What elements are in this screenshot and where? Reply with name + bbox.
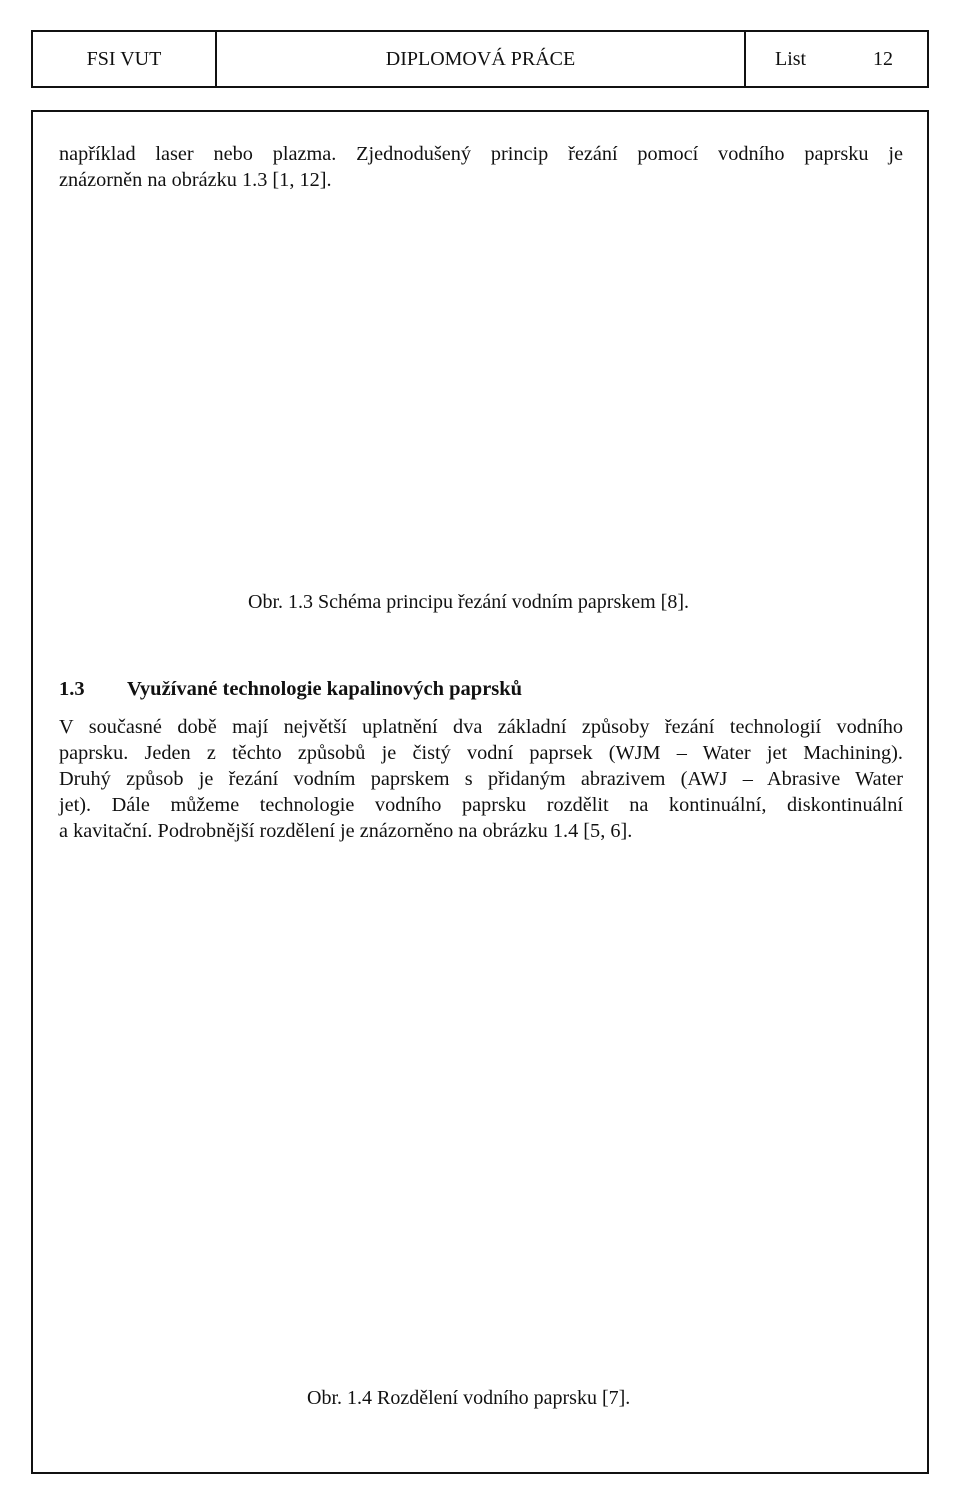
figure-1-area	[60, 205, 900, 580]
header-page-cell	[746, 32, 927, 86]
intro-paragraph	[59, 141, 903, 193]
section-heading	[59, 676, 522, 702]
header-list-label: List	[775, 47, 807, 70]
body-paragraph	[59, 714, 903, 844]
figure-1-caption: Obr. 1.3 Schéma principu řezání vodním paprskem [8].	[248, 591, 689, 613]
body-line: jet). Dále můžeme technologie vodního paprsku rozdělit na kontinuální, diskontinuální	[59, 794, 903, 816]
body-line: V současné době mají největší uplatnění dva základní způsoby řezání technologií vodního	[59, 716, 903, 738]
header-title: DIPLOMOVÁ PRÁCE	[217, 32, 746, 86]
page-header	[31, 30, 929, 88]
figure-2-area	[60, 860, 900, 1375]
header-institution: FSI VUT	[33, 32, 217, 86]
body-line: Druhý způsob je řezání vodním paprskem s přidaným abrazivem (AWJ – Abrasive Water	[59, 768, 903, 790]
section-number: 1.3	[59, 678, 85, 700]
body-line: paprsku. Jeden z těchto způsobů je čistý vodní paprsek (WJM – Water jet Machining).	[59, 742, 903, 764]
header-page-number: 12	[873, 47, 893, 70]
figure-2-caption: Obr. 1.4 Rozdělení vodního paprsku [7].	[307, 1387, 631, 1409]
intro-line: znázorněn na obrázku 1.3 [1, 12].	[59, 169, 332, 191]
intro-line: například laser nebo plazma. Zjednodušený princip řezání pomocí vodního paprsku je	[59, 143, 903, 165]
section-title: Využívané technologie kapalinových paprsků	[127, 678, 523, 700]
body-line: a kavitační. Podrobnější rozdělení je znázorněno na obrázku 1.4 [5, 6].	[59, 820, 633, 842]
